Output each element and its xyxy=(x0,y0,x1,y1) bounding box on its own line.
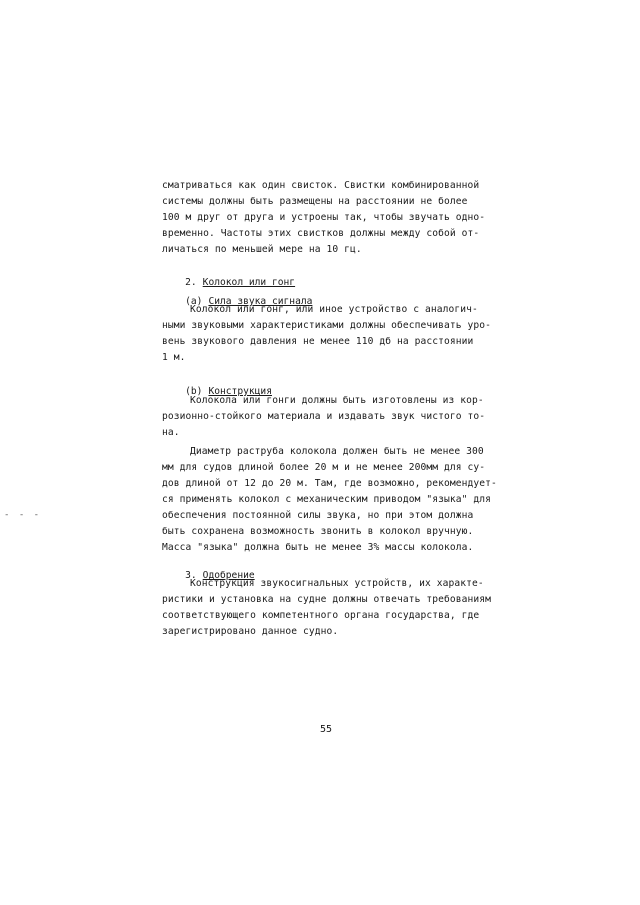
text-line: вень звукового давления не менее 110 дб на расстоянии xyxy=(162,336,474,347)
text-line: Колокола или гонги должны быть изготовлены из кор- xyxy=(190,395,484,406)
text-line: розионно-стойкого материала и издавать звук чистого то- xyxy=(162,411,486,422)
text-line: быть сохранена возможность звонить в колокол вручную. xyxy=(162,526,474,537)
text-line: ными звуковыми характеристиками должны обеспечивать уро- xyxy=(162,320,492,331)
text-line: системы должны быть размещены на расстоянии не более xyxy=(162,196,468,207)
text-line: Колокол или гонг, или иное устройство с аналогич- xyxy=(190,304,478,315)
text-line: ристики и установка на судне должны отвечать требованиям xyxy=(162,594,492,605)
text-line: сматриваться как один свисток. Свистки комбинированной xyxy=(162,180,480,191)
subsection-marker: (b) xyxy=(185,386,203,397)
subsection-marker: (a) xyxy=(185,296,203,307)
text-line: на. xyxy=(162,427,180,438)
text-line: 1 м. xyxy=(162,352,186,363)
section-title: Одобрение xyxy=(202,570,255,581)
margin-mark: - - - xyxy=(4,510,42,520)
text-line: ся применять колокол с механическим приводом "языка" для xyxy=(162,494,492,505)
text-line: временно. Частоты этих свистков должны между собой от- xyxy=(162,228,480,239)
section-title: Колокол или гонг xyxy=(202,277,296,288)
text-line: Конструкция звукосигнальных устройств, их характе- xyxy=(190,578,484,589)
text-line: Диаметр раструба колокола должен быть не менее 300 xyxy=(190,446,484,457)
text-line: личаться по меньшей мере на 10 гц. xyxy=(162,244,362,255)
text-line: зарегистрировано данное судно. xyxy=(162,626,339,637)
section-number: 2. xyxy=(185,277,197,288)
section-number: 3. xyxy=(185,570,197,581)
text-line: соответствующего компетентного органа государства, где xyxy=(162,610,480,621)
subsection-title: Сила звука сигнала xyxy=(208,296,313,307)
text-line: 100 м друг от друга и устроены так, чтобы звучать одно- xyxy=(162,212,486,223)
text-line: дов длиной от 12 до 20 м. Там, где возможно, рекомендует- xyxy=(162,478,497,489)
text-line: обеспечения постоянной силы звука, но при этом должна xyxy=(162,510,474,521)
page-number: 55 xyxy=(320,724,333,735)
text-line: мм для судов длиной более 20 м и не менее 200мм для су- xyxy=(162,462,486,473)
subsection-title: Конструкция xyxy=(208,386,272,397)
text-line: Масса "языка" должна быть не менее 3% массы колокола. xyxy=(162,542,474,553)
